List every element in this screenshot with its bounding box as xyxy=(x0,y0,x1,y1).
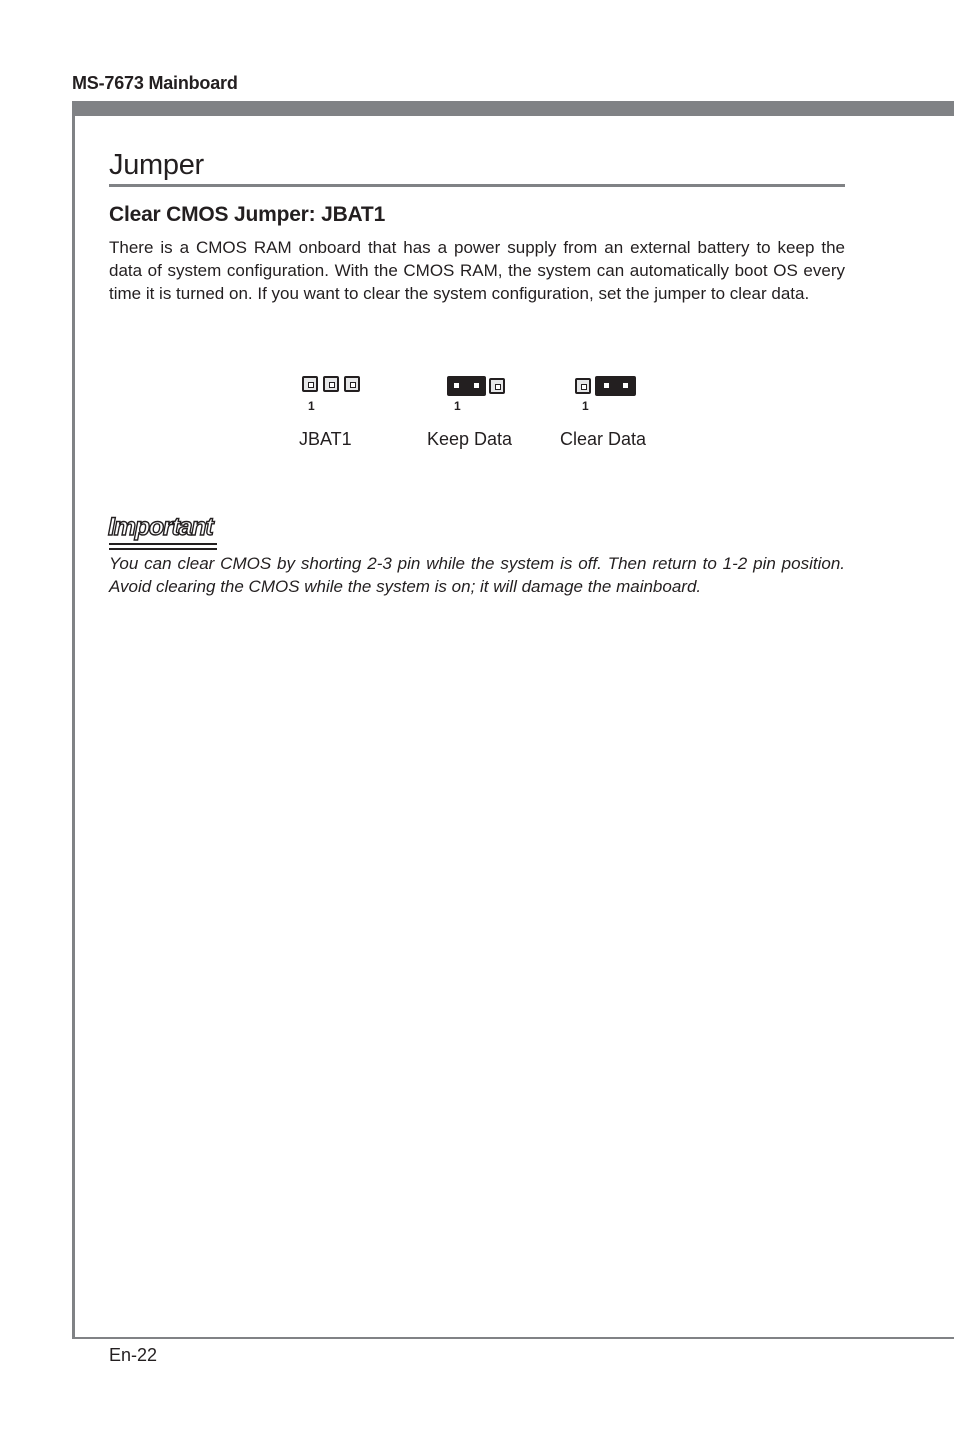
jumper-diagram-keep-data xyxy=(447,376,509,396)
jumper-caption-jbat1: JBAT1 xyxy=(299,429,352,449)
jumper-diagram-jbat1 xyxy=(302,376,364,396)
jumper-pin-2 xyxy=(323,376,339,392)
jumper-pin-1 xyxy=(302,376,318,392)
page-number: En-22 xyxy=(109,1345,158,1365)
section-title-underline xyxy=(109,184,845,187)
footer-rule xyxy=(72,1337,954,1339)
jumper-caption-clear-data: Clear Data xyxy=(560,429,647,449)
jumper-cap xyxy=(447,376,486,396)
jumper-pin-3 xyxy=(344,376,360,392)
jumper-pin-1 xyxy=(575,378,591,394)
page-header-model: MS-7673 Mainboard xyxy=(72,73,238,93)
body-paragraph: There is a CMOS RAM onboard that has a power supply from an external battery to keep the data of system configuration. With the CMOS RAM, the system can automatically boot OS every time it is turned on. If you want to clear the system configuration, set the jumper to clear data. xyxy=(109,238,845,303)
left-margin-rule xyxy=(72,101,75,1339)
pin-one-label: 1 xyxy=(582,399,589,413)
section-title: Jumper xyxy=(109,149,204,181)
pin-one-label: 1 xyxy=(308,399,315,413)
header-bar xyxy=(73,101,954,116)
important-underline xyxy=(109,548,217,550)
pin-one-label: 1 xyxy=(454,399,461,413)
jumper-caption-keep-data: Keep Data xyxy=(427,429,513,449)
jumper-cap xyxy=(595,376,636,396)
subsection-title: Clear CMOS Jumper: JBAT1 xyxy=(109,203,386,226)
jumper-pin-3 xyxy=(489,378,505,394)
important-underline xyxy=(109,543,217,545)
important-heading: Important xyxy=(108,513,213,541)
important-note: You can clear CMOS by shorting 2-3 pin while the system is off. Then return to 1-2 pin position. Avoid clearing the CMOS while the system is on; it will damage the mainboard. xyxy=(109,554,845,596)
jumper-diagram-clear-data xyxy=(575,376,637,396)
